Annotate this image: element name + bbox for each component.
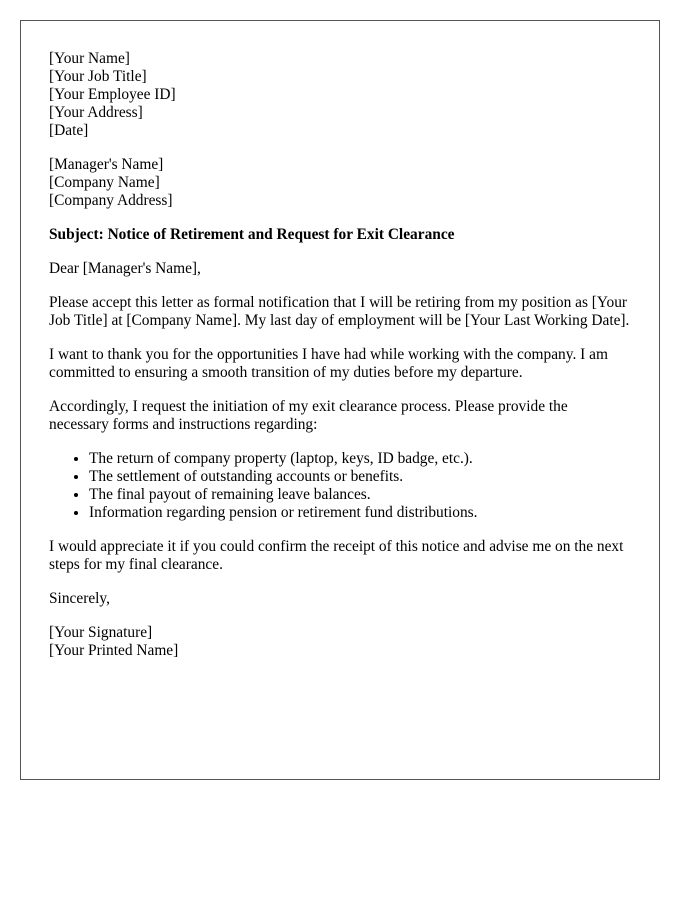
subject-line: Subject: Notice of Retirement and Request for Exit Clearance bbox=[49, 226, 455, 243]
recipient-company-address: [Company Address] bbox=[49, 192, 173, 209]
list-item: • The return of company property (laptop, keys, ID badge, etc.). bbox=[89, 450, 631, 468]
signature-block bbox=[49, 624, 631, 660]
recipient-block bbox=[49, 156, 631, 210]
list-item: • Information regarding pension or retirement fund distributions. bbox=[89, 504, 631, 522]
sender-address: [Your Address] bbox=[49, 104, 143, 121]
body-paragraph-request: Accordingly, I request the initiation of my exit clearance process. Please provide the necessary forms and instructions regarding: bbox=[49, 398, 568, 433]
sender-name: [Your Name] bbox=[49, 50, 130, 67]
signature-line: [Your Signature] bbox=[49, 624, 153, 641]
body-paragraph-notification: Please accept this letter as formal notification that I will be retiring from my position as [Your Job Title] at [Company Name]. My last day of employment will be [Your Last Working Date]. bbox=[49, 294, 630, 329]
sender-block bbox=[49, 50, 631, 140]
body-paragraph-closing: I would appreciate it if you could confirm the receipt of this notice and advise me on the next steps for my final clearance. bbox=[49, 538, 624, 573]
recipient-manager-name: [Manager's Name] bbox=[49, 156, 164, 173]
letter-page bbox=[20, 20, 660, 780]
printed-name: [Your Printed Name] bbox=[49, 642, 179, 659]
salutation: Dear [Manager's Name], bbox=[49, 260, 201, 277]
sender-employee-id: [Your Employee ID] bbox=[49, 86, 176, 103]
clearance-items-list bbox=[49, 450, 631, 522]
closing-valediction: Sincerely, bbox=[49, 590, 110, 607]
letter-date: [Date] bbox=[49, 122, 89, 139]
body-paragraph-thanks: I want to thank you for the opportunities I have had while working with the company. I am committed to ensuring a smooth transition of my duties before my departure. bbox=[49, 346, 608, 381]
recipient-company-name: [Company Name] bbox=[49, 174, 160, 191]
list-item: • The settlement of outstanding accounts or benefits. bbox=[89, 468, 631, 486]
sender-job-title: [Your Job Title] bbox=[49, 68, 147, 85]
list-item: • The final payout of remaining leave balances. bbox=[89, 486, 631, 504]
